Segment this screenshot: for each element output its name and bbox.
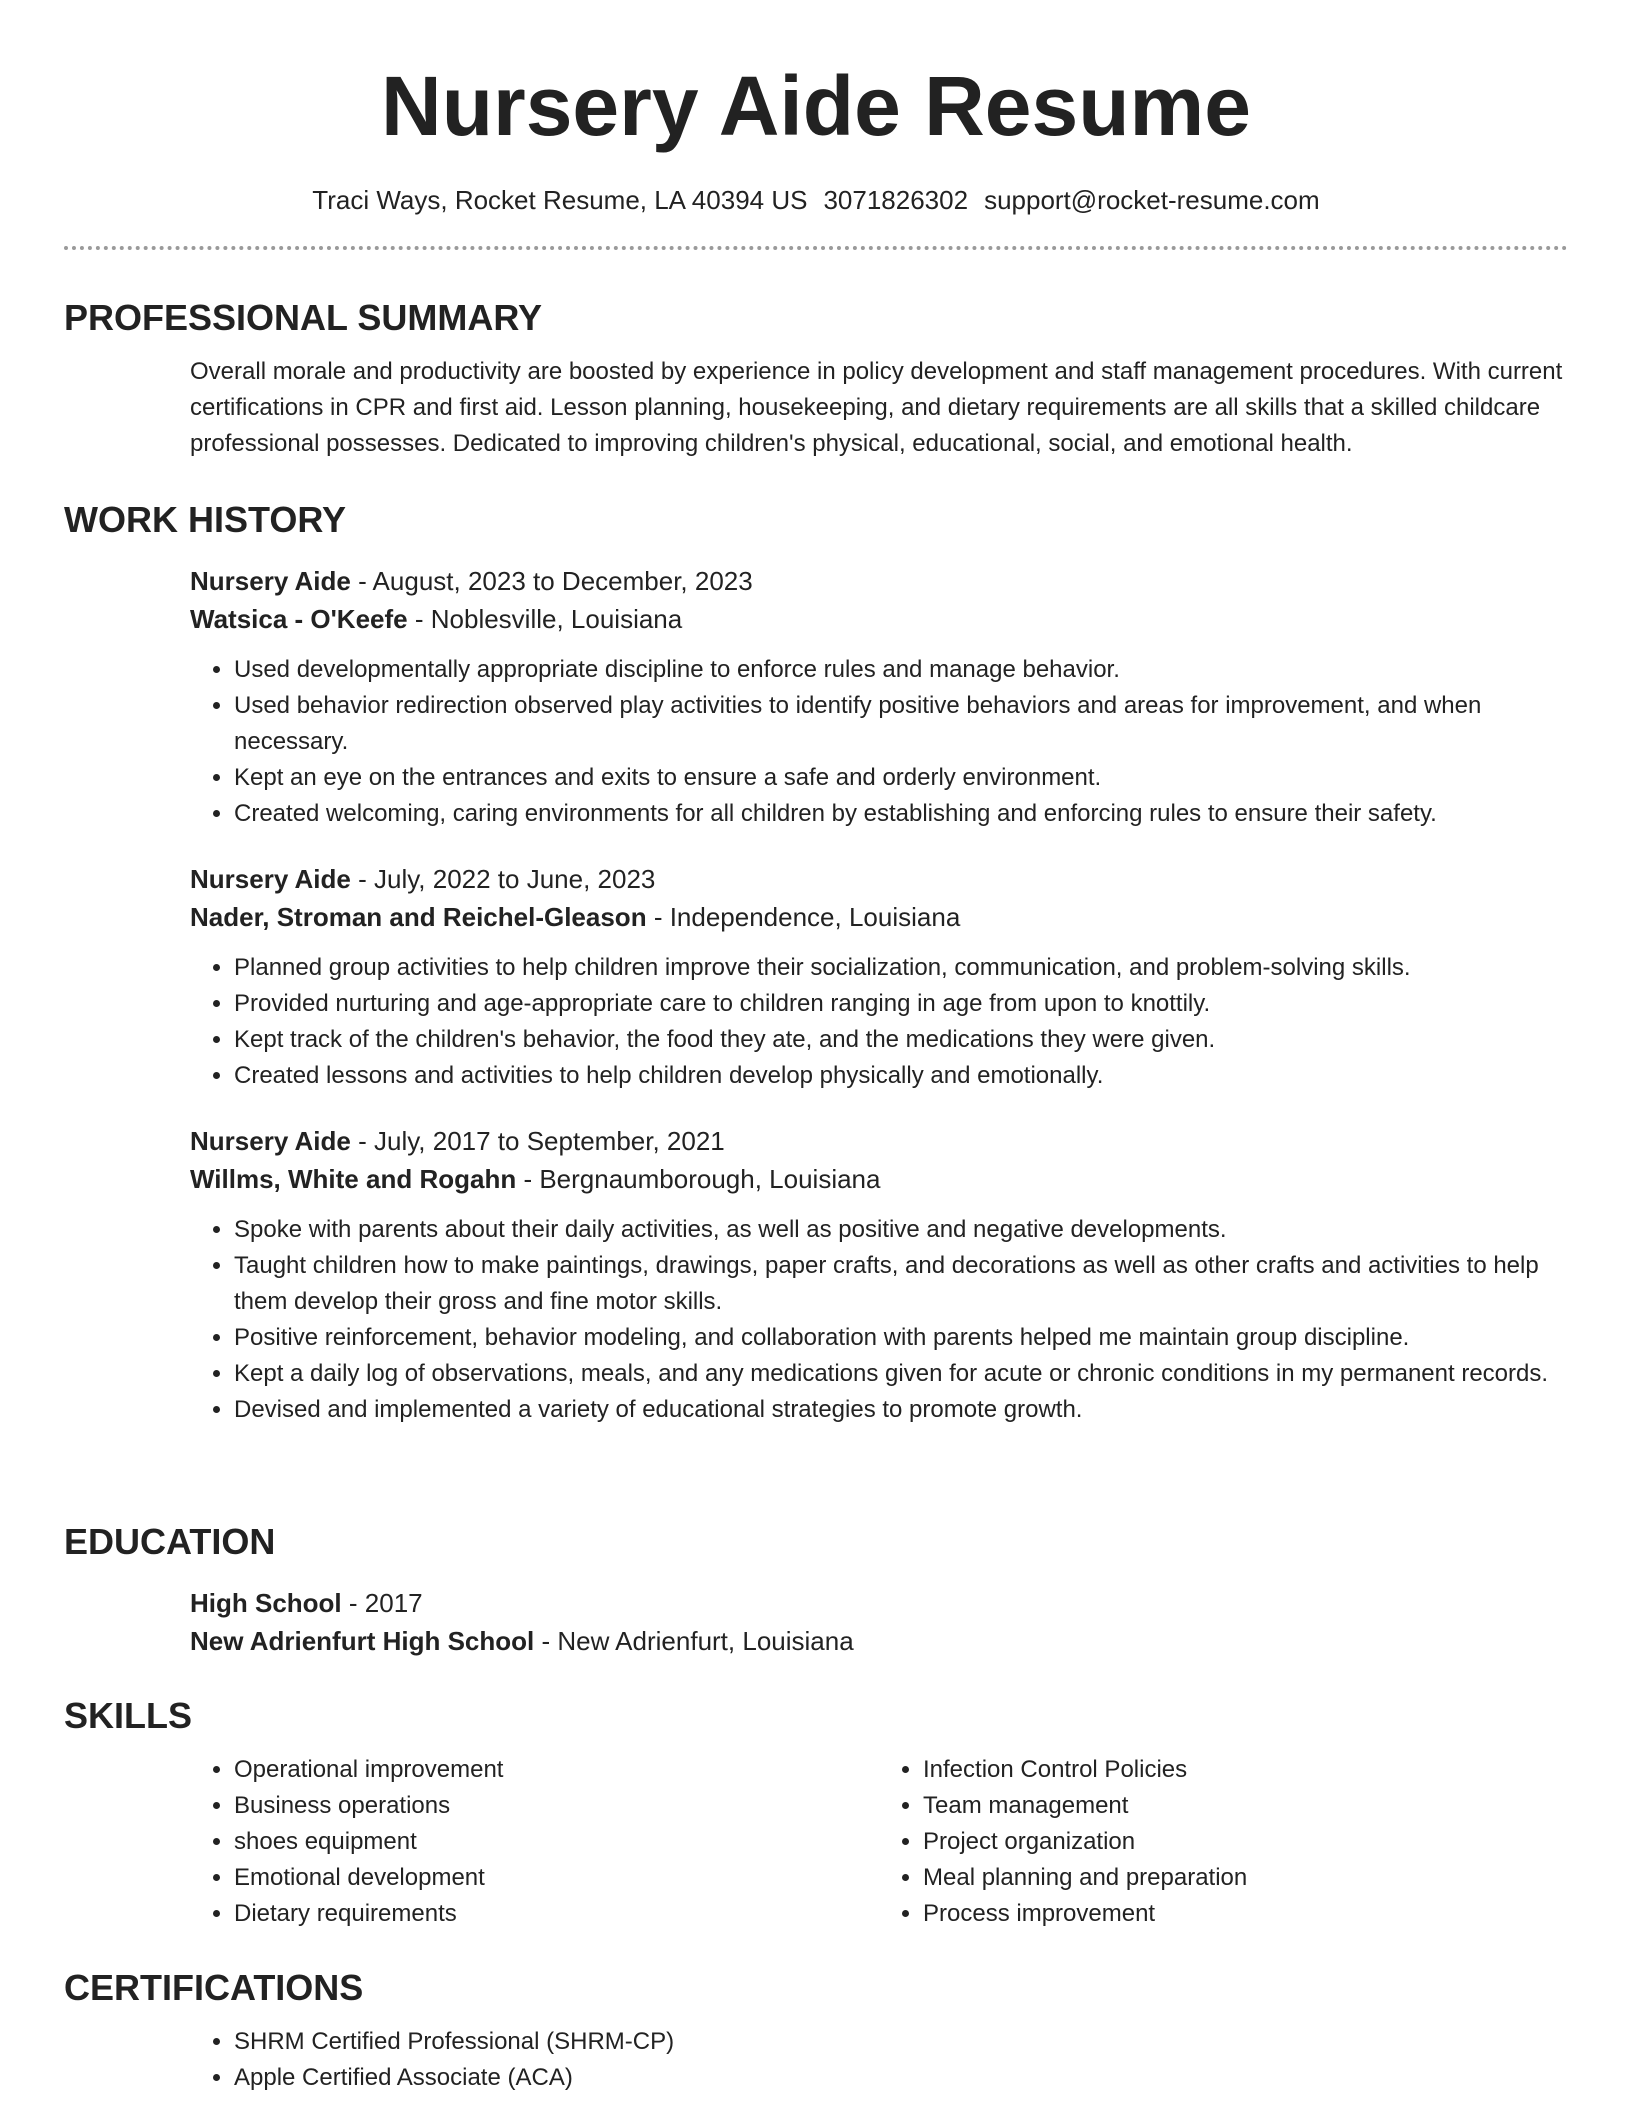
work-body bbox=[190, 562, 1568, 1428]
certifications-list bbox=[190, 2024, 1568, 2096]
skills-list-left bbox=[190, 1752, 879, 1932]
certification-item: • SHRM Certified Professional (SHRM-CP) bbox=[234, 2024, 1568, 2060]
skill-item: • Team management bbox=[923, 1788, 1568, 1824]
job-bullet: • Kept an eye on the entrances and exits to ensure a safe and orderly environment. bbox=[234, 760, 1568, 796]
skill-item: • Meal planning and preparation bbox=[923, 1860, 1568, 1896]
job-bullet: • Created welcoming, caring environments for all children by establishing and enforcing rules to ensure their safety. bbox=[234, 796, 1568, 832]
job-bullets bbox=[190, 950, 1568, 1094]
job-company-line bbox=[190, 898, 1568, 936]
job-bullet: • Taught children how to make paintings, drawings, paper crafts, and decorations as well as other crafts and activities to help them develop their gross and fine motor skills. bbox=[234, 1248, 1568, 1320]
skills-section bbox=[64, 1694, 1568, 1932]
job-bullet: • Kept track of the children's behavior, the food they ate, and the medications they were given. bbox=[234, 1022, 1568, 1058]
summary-heading: PROFESSIONAL SUMMARY bbox=[64, 297, 543, 338]
job-bullets bbox=[190, 1212, 1568, 1428]
school-line bbox=[190, 1622, 1568, 1660]
job-bullet: • Provided nurturing and age-appropriate care to children ranging in age from upon to knottily. bbox=[234, 986, 1568, 1022]
school-location: - New Adrienfurt, Louisiana bbox=[541, 1626, 854, 1656]
certifications-section bbox=[64, 1966, 1568, 2096]
resume-title: Nursery Aide Resume bbox=[381, 59, 1251, 153]
job-company-line bbox=[190, 1160, 1568, 1198]
certifications-body bbox=[190, 2024, 1568, 2096]
contact-address: Traci Ways, Rocket Resume, LA 40394 US bbox=[312, 185, 808, 215]
work-heading: WORK HISTORY bbox=[64, 499, 347, 540]
work-section bbox=[64, 498, 1568, 1450]
contact-email[interactable]: support@rocket-resume.com bbox=[984, 185, 1320, 215]
contact-line bbox=[64, 182, 1568, 218]
certifications-heading: CERTIFICATIONS bbox=[64, 1967, 364, 2008]
skill-item: • Project organization bbox=[923, 1824, 1568, 1860]
job-title-line bbox=[190, 860, 1568, 898]
skill-item: • Dietary requirements bbox=[234, 1896, 879, 1932]
education-section bbox=[64, 1520, 1568, 1660]
job-title: Nursery Aide bbox=[190, 864, 351, 894]
skill-item: • Infection Control Policies bbox=[923, 1752, 1568, 1788]
job-bullet: • Planned group activities to help children improve their socialization, communication, and problem-solving skills. bbox=[234, 950, 1568, 986]
skill-item: • Process improvement bbox=[923, 1896, 1568, 1932]
job-bullet: • Used behavior redirection observed play activities to identify positive behaviors and areas for improvement, and when necessary. bbox=[234, 688, 1568, 760]
job-location: - Bergnaumborough, Louisiana bbox=[523, 1164, 881, 1194]
job-entry bbox=[190, 562, 1568, 832]
summary-text: Overall morale and productivity are boosted by experience in policy development and staff management procedures. With current certifications in CPR and first aid. Lesson planning, housekeeping, and dietary requirements are all skills that a skilled childcare professional possesses. Dedicated to improving children's physical, educational, social, and emotional health. bbox=[190, 358, 1563, 457]
summary-section bbox=[64, 296, 1568, 462]
certification-item: • Apple Certified Associate (ACA) bbox=[234, 2060, 1568, 2096]
job-dates: - July, 2022 to June, 2023 bbox=[358, 864, 656, 894]
job-company: Nader, Stroman and Reichel-Gleason bbox=[190, 902, 647, 932]
job-company: Watsica - O'Keefe bbox=[190, 604, 408, 634]
degree-line bbox=[190, 1584, 1568, 1622]
school-name: New Adrienfurt High School bbox=[190, 1626, 535, 1656]
education-body bbox=[190, 1584, 1568, 1660]
graduation-year: - 2017 bbox=[348, 1588, 423, 1618]
job-company-line bbox=[190, 600, 1568, 638]
education-heading: EDUCATION bbox=[64, 1521, 276, 1562]
degree: High School bbox=[190, 1588, 342, 1618]
job-location: - Independence, Louisiana bbox=[653, 902, 961, 932]
job-company: Willms, White and Rogahn bbox=[190, 1164, 517, 1194]
skill-item: • Operational improvement bbox=[234, 1752, 879, 1788]
job-title-line bbox=[190, 562, 1568, 600]
resume-page bbox=[64, 0, 1568, 2091]
job-bullet: • Spoke with parents about their daily activities, as well as positive and negative developments. bbox=[234, 1212, 1568, 1248]
summary-body bbox=[190, 354, 1568, 462]
contact-phone: 3071826302 bbox=[823, 185, 969, 215]
skill-item: • shoes equipment bbox=[234, 1824, 879, 1860]
skill-item: • Business operations bbox=[234, 1788, 879, 1824]
job-bullet: • Used developmentally appropriate discipline to enforce rules and manage behavior. bbox=[234, 652, 1568, 688]
job-entry bbox=[190, 860, 1568, 1094]
job-entry bbox=[190, 1122, 1568, 1428]
skills-list-right bbox=[879, 1752, 1568, 1932]
job-bullet: • Positive reinforcement, behavior modeling, and collaboration with parents helped me maintain group discipline. bbox=[234, 1320, 1568, 1356]
job-bullet: • Created lessons and activities to help children develop physically and emotionally. bbox=[234, 1058, 1568, 1094]
job-dates: - July, 2017 to September, 2021 bbox=[358, 1126, 725, 1156]
job-dates: - August, 2023 to December, 2023 bbox=[358, 566, 753, 596]
job-title: Nursery Aide bbox=[190, 566, 351, 596]
header-divider bbox=[64, 246, 1568, 250]
job-title-line bbox=[190, 1122, 1568, 1160]
job-location: - Noblesville, Louisiana bbox=[414, 604, 683, 634]
job-bullet: • Devised and implemented a variety of educational strategies to promote growth. bbox=[234, 1392, 1568, 1428]
job-bullet: • Kept a daily log of observations, meals, and any medications given for acute or chronic conditions in my permanent records. bbox=[234, 1356, 1568, 1392]
skills-heading: SKILLS bbox=[64, 1695, 193, 1736]
job-title: Nursery Aide bbox=[190, 1126, 351, 1156]
skill-item: • Emotional development bbox=[234, 1860, 879, 1896]
skills-body bbox=[190, 1752, 1568, 1932]
job-bullets bbox=[190, 652, 1568, 832]
